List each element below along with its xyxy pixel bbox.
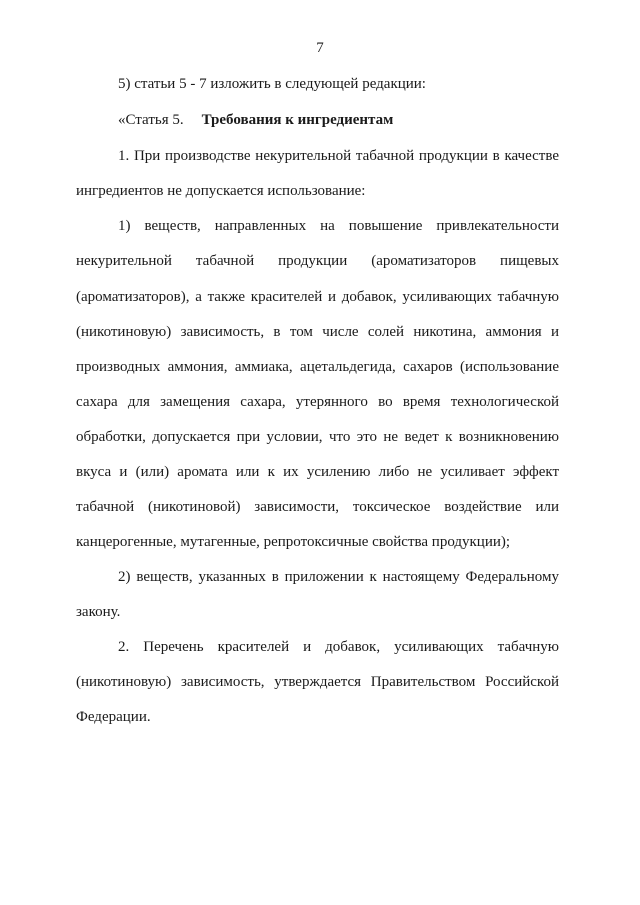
- paragraph-line: 1. При производстве некурительной табачной продукции в качестве: [118, 148, 559, 164]
- paragraph-line: производных аммония, аммиака, ацетальдегида, сахаров (использование: [76, 359, 559, 375]
- paragraph-line: некурительной табачной продукции (ароматизаторов пищевых: [76, 253, 559, 269]
- intro-line: 5) статьи 5 - 7 изложить в следующей редакции:: [118, 76, 426, 92]
- paragraph-line: 2. Перечень красителей и добавок, усиливающих табачную: [118, 639, 559, 655]
- paragraph-line: (ароматизаторов), а также красителей и добавок, усиливающих табачную: [76, 289, 559, 305]
- article-label: «Статья 5.: [118, 112, 184, 128]
- paragraph-line: 2) веществ, указанных в приложении к настоящему Федеральному: [118, 569, 559, 585]
- paragraph-line: вкуса и (или) аромата или к их усилению либо не усиливает эффект: [76, 464, 559, 480]
- paragraph-line: канцерогенные, мутагенные, репротоксичные свойства продукции);: [76, 534, 511, 550]
- paragraph-line: обработки, допускается при условии, что это не ведет к возникновению: [76, 429, 559, 445]
- paragraph-line: ингредиентов не допускается использование:: [76, 183, 366, 199]
- article-heading: [118, 110, 393, 130]
- paragraph-line: (никотиновую) зависимость, утверждается Правительством Российской: [76, 674, 559, 690]
- page-number: 7: [316, 40, 324, 56]
- paragraph-line: (никотиновую) зависимость, в том числе солей никотина, аммония и: [76, 324, 559, 340]
- paragraph-line: закону.: [76, 604, 121, 620]
- paragraph-line: табачной (никотиновой) зависимости, токсическое воздействие или: [76, 499, 559, 515]
- paragraph-line: сахара для замещения сахара, утерянного во время технологической: [76, 394, 559, 410]
- article-title: Требования к ингредиентам: [201, 112, 394, 128]
- paragraph-line: Федерации.: [76, 709, 151, 725]
- paragraph-line: 1) веществ, направленных на повышение привлекательности: [118, 218, 559, 234]
